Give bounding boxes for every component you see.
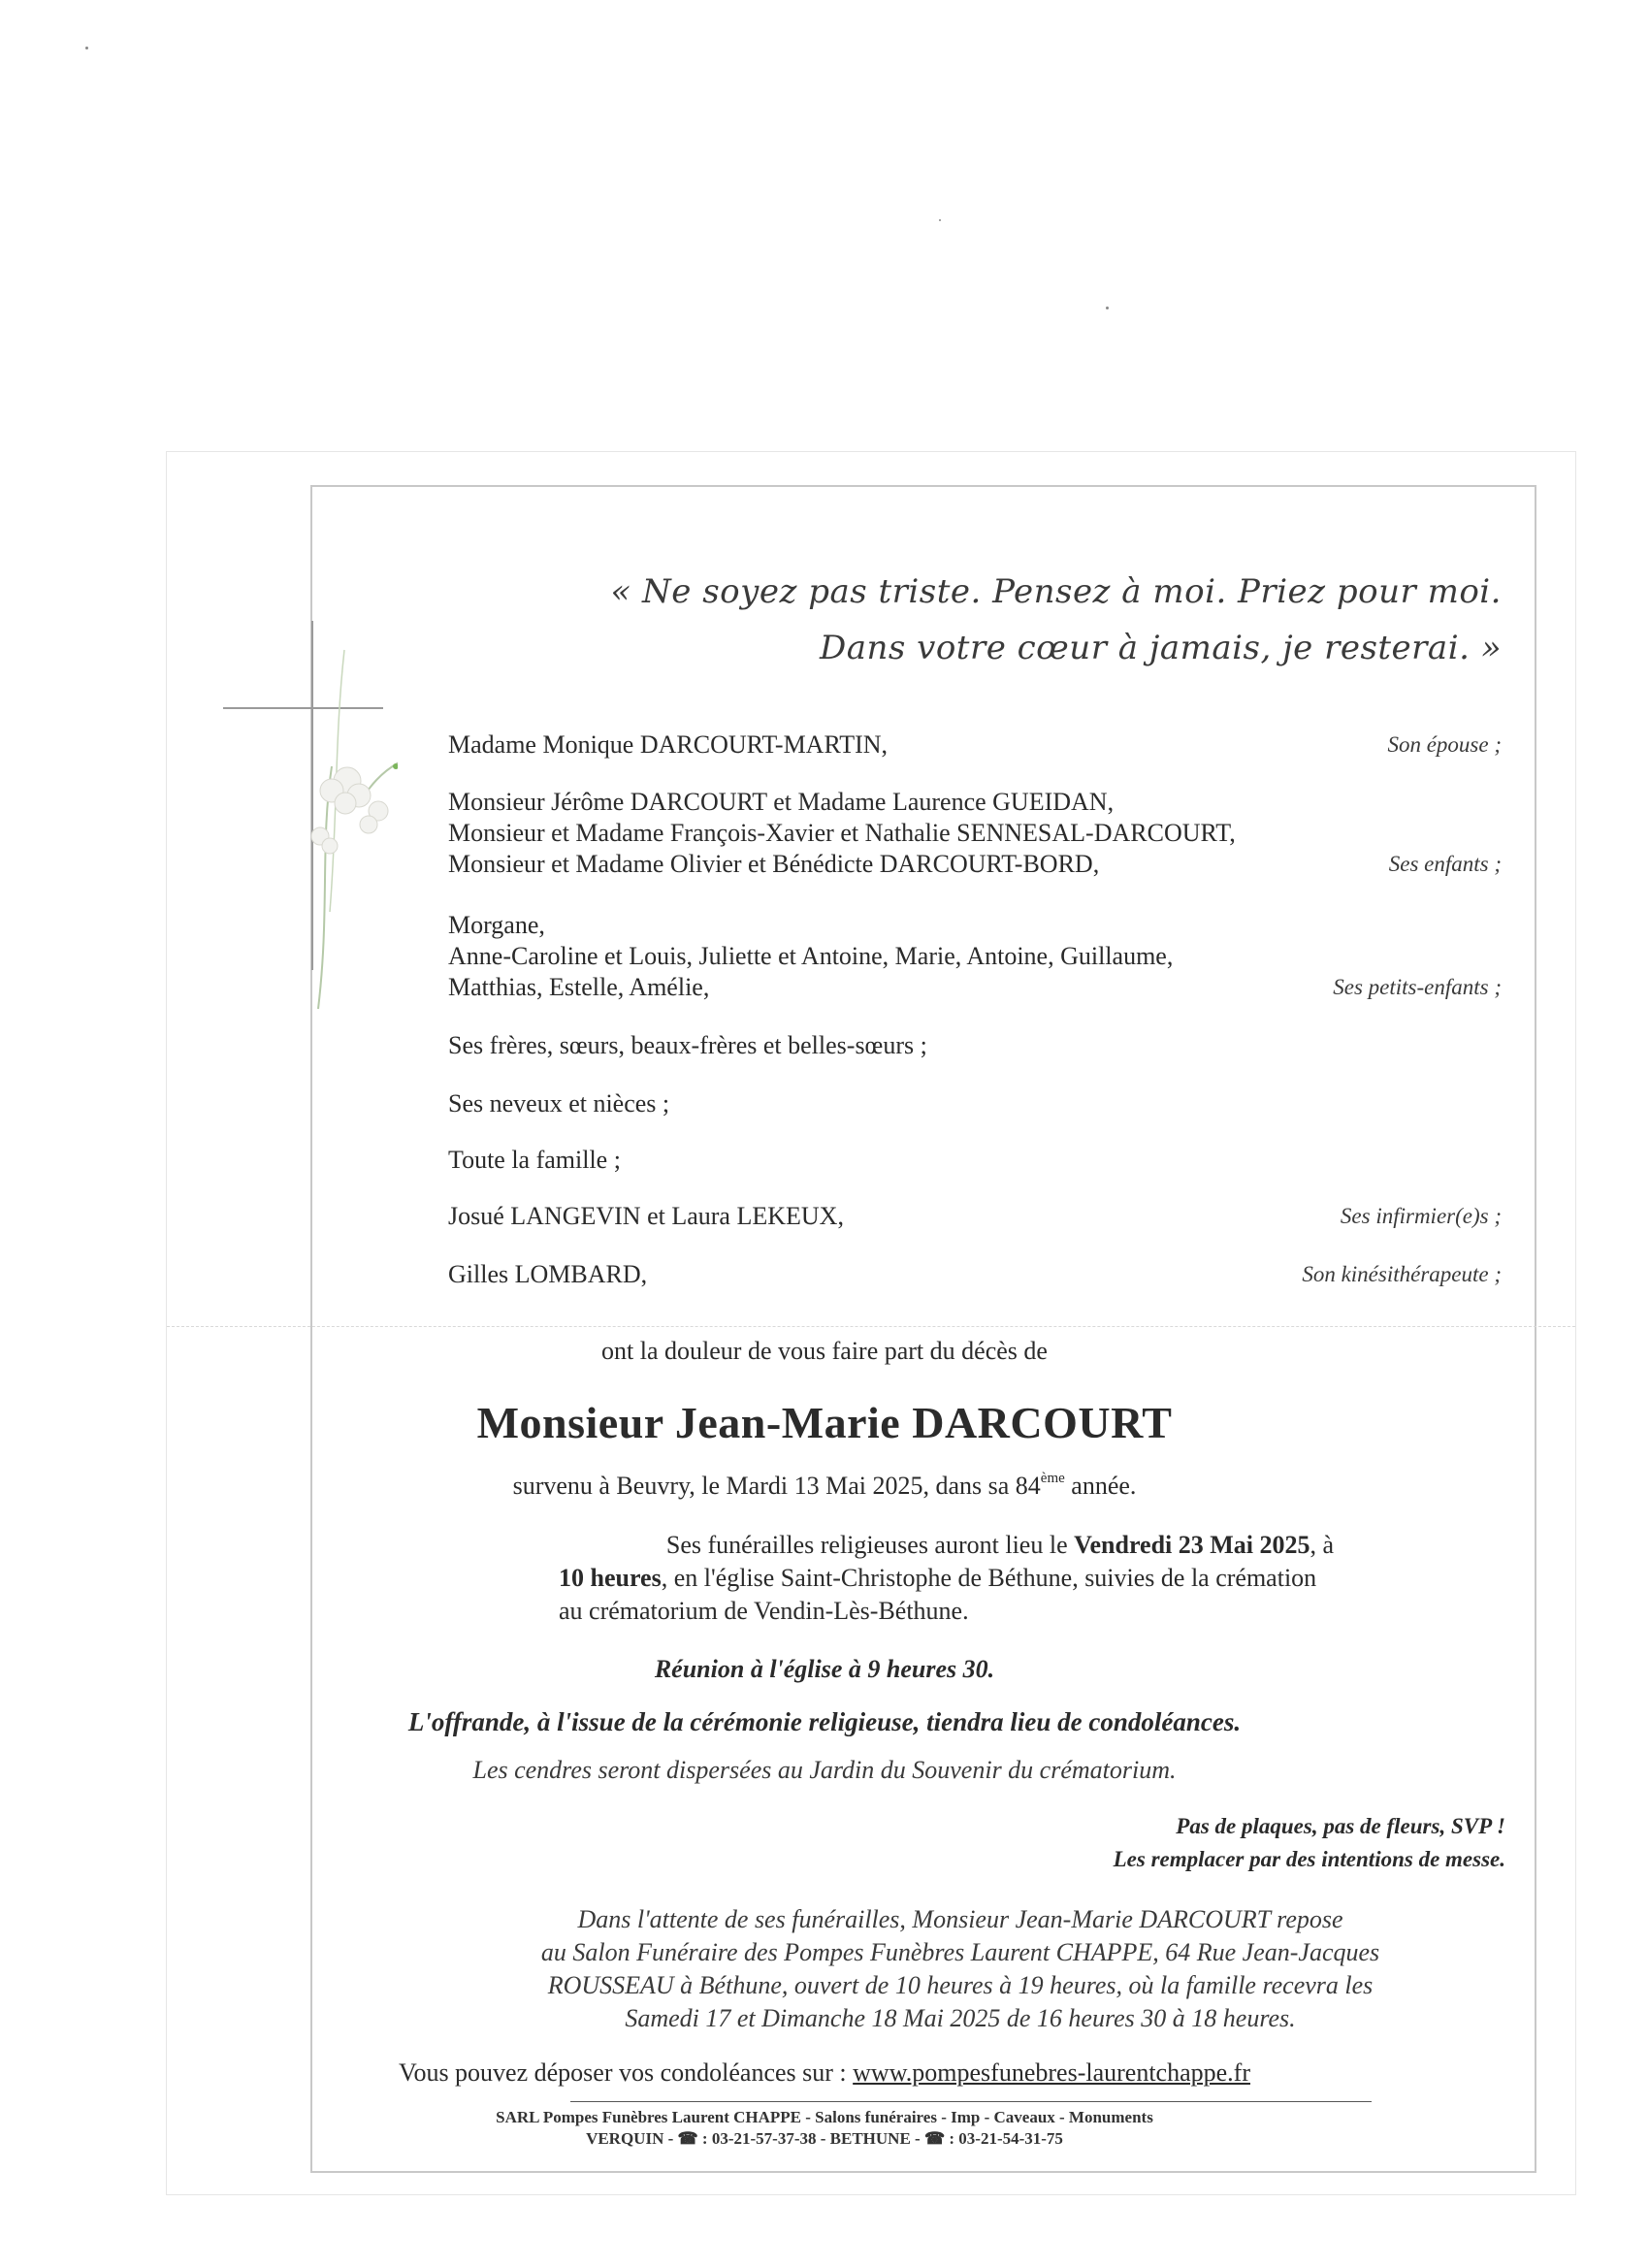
funeral-line-3: au crématorium de Vendin-Lès-Béthune.: [559, 1597, 969, 1625]
epitaph-line-1: « Ne soyez pas triste. Pensez à moi. Priez pour moi.: [610, 572, 1502, 611]
repose-line: au Salon Funéraire des Pompes Funèbres Laurent CHAPPE, 64 Rue Jean-Jacques: [540, 1938, 1380, 1966]
offrande-notice: L'offrande, à l'issue de la cérémonie religieuse, tiendra lieu de condoléances.: [407, 1707, 1242, 1736]
family-names: Monsieur et Madame Olivier et Bénédicte DARCOURT-BORD,: [448, 850, 1100, 878]
cendres-notice: Les cendres seront dispersées au Jardin du Souvenir du crématorium.: [472, 1756, 1177, 1784]
repose-paragraph: [504, 1903, 1416, 2035]
family-names: Monsieur et Madame François-Xavier et Nathalie SENNESAL-DARCOURT,: [448, 819, 1236, 847]
speck: [85, 47, 88, 49]
family-names: Ses neveux et nièces ;: [448, 1089, 670, 1118]
fold-line: [167, 1326, 1575, 1327]
condolences-link[interactable]: www.pompesfunebres-laurentchappe.fr: [853, 2058, 1250, 2087]
family-names: Ses frères, sœurs, beaux-frères et belles-sœurs ;: [448, 1031, 927, 1059]
deceased-name: Monsieur Jean-Marie DARCOURT: [476, 1398, 1173, 1447]
footer-company: SARL Pompes Funèbres Laurent CHAPPE - Salons funéraires - Imp - Caveaux - Monuments: [496, 2108, 1153, 2126]
family-names: Anne-Caroline et Louis, Juliette et Antoine, Marie, Antoine, Guillaume,: [448, 942, 1174, 970]
funeral-date: Vendredi 23 Mai 2025: [1074, 1531, 1310, 1559]
family-names: Morgane,: [448, 911, 545, 939]
family-row-nephews: [448, 1088, 1502, 1119]
death-sup: ème: [1040, 1471, 1065, 1486]
death-notice: [0, 1471, 1649, 1501]
announcement: ont la douleur de vous faire part du décès de: [601, 1337, 1048, 1365]
reunion-notice: Réunion à l'église à 9 heures 30.: [654, 1655, 995, 1683]
family-relation: Ses infirmier(e)s ;: [1340, 1204, 1502, 1228]
family-names: Josué LANGEVIN et Laura LEKEUX,: [448, 1202, 844, 1230]
repose-line: Samedi 17 et Dimanche 18 Mai 2025 de 16 heures 30 à 18 heures.: [625, 2004, 1296, 2032]
family-row-children: [448, 787, 1502, 880]
funeral-text: , à: [1310, 1531, 1335, 1559]
family-names: Madame Monique DARCOURT-MARTIN,: [448, 730, 889, 759]
family-names: Monsieur Jérôme DARCOURT et Madame Laurence GUEIDAN,: [448, 788, 1115, 816]
family-relation: Ses enfants ;: [1388, 852, 1502, 876]
family-row-spouse: [448, 729, 1502, 761]
family-relation: Ses petits-enfants ;: [1333, 975, 1502, 999]
condolences-line: [0, 2058, 1649, 2088]
repose-line: Dans l'attente de ses funérailles, Monsieur Jean-Marie DARCOURT repose: [577, 1905, 1343, 1933]
funeral-line-2: [559, 1562, 1412, 1595]
death-text: survenu à Beuvry, le Mardi 13 Mai 2025, dans sa 84: [512, 1472, 1041, 1500]
repose-line: ROUSSEAU à Béthune, ouvert de 10 heures à 19 heures, où la famille recevra les: [547, 1971, 1374, 1999]
funeral-text: Ses funérailles religieuses auront lieu le: [665, 1531, 1075, 1559]
family-row-grandchildren: [448, 910, 1502, 1003]
family-row-nurses: [448, 1201, 1502, 1232]
no-flowers-line-1: Pas de plaques, pas de fleurs, SVP !: [1176, 1814, 1505, 1838]
speck: [1106, 307, 1109, 309]
funeral-info: [559, 1529, 1412, 1628]
epitaph-line-2: Dans votre cœur à jamais, je resterai. »: [819, 629, 1502, 667]
family-row-all: [448, 1145, 1502, 1176]
family-row-siblings: [448, 1030, 1502, 1061]
speck: [939, 219, 941, 221]
family-relation: Son épouse ;: [1387, 732, 1502, 757]
family-row-physio: [448, 1259, 1502, 1290]
death-tail: année.: [1064, 1472, 1137, 1500]
cross-orchid-icon: [223, 621, 398, 1028]
family-names: Gilles LOMBARD,: [448, 1260, 648, 1288]
funeral-line-1: [559, 1529, 1412, 1562]
no-flowers-notice: [1114, 1810, 1505, 1876]
family-relation: Son kinésithérapeute ;: [1302, 1262, 1502, 1286]
no-flowers-line-2: Les remplacer par des intentions de messe.: [1113, 1847, 1505, 1871]
family-names: Toute la famille ;: [448, 1146, 621, 1174]
funeral-time: 10 heures: [559, 1564, 662, 1592]
footer-phones: VERQUIN - ☎ : 03-21-57-37-38 - BETHUNE - ☎ : 03-21-54-31-75: [586, 2129, 1063, 2148]
family-names: Matthias, Estelle, Amélie,: [448, 973, 710, 1001]
footer-divider: [570, 2101, 1372, 2102]
funeral-text: , en l'église Saint-Christophe de Béthune, suivies de la crémation: [661, 1564, 1317, 1592]
condolences-label: Vous pouvez déposer vos condoléances sur :: [399, 2058, 854, 2087]
